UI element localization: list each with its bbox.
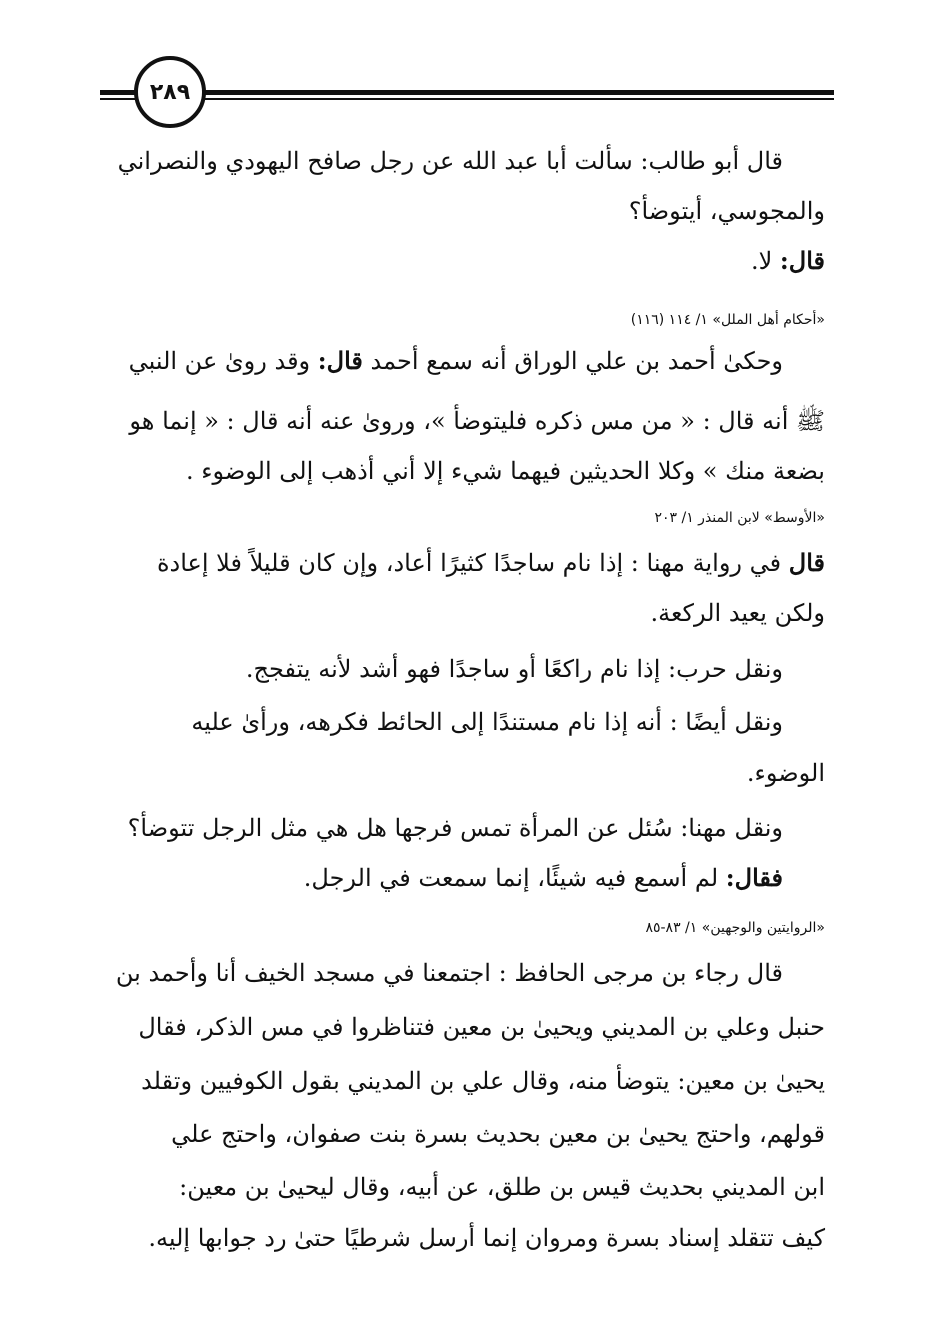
text-line-6: بضعة منك » وكلا الحديثين فيهما شيء إلا أني أذهب إلى الوضوء .: [185, 457, 825, 485]
page-number-badge: [134, 56, 206, 128]
text-span: لا.: [750, 247, 780, 275]
text-line-7: [157, 547, 825, 579]
text-line-16: يحيىٰ بن معين: يتوضأ منه، وقال علي بن المديني بقول الكوفيين وتقلد: [141, 1067, 825, 1095]
text-line-13: [304, 862, 783, 894]
speaker-label: قال: [788, 548, 825, 577]
text-line-14: قال رجاء بن مرجى الحافظ : اجتمعنا في مسجد الخيف أنا وأحمد بن: [115, 959, 783, 987]
text-line-8: ولكن يعيد الركعة.: [650, 599, 825, 627]
text-span: لم أسمع فيه شيئًا، إنما سمعت في الرجل.: [303, 864, 726, 892]
page-number: ٢٨٩: [149, 79, 191, 105]
text-span: وحكىٰ أحمد بن علي الوراق أنه سمع أحمد: [362, 347, 783, 375]
text-line-19: كيف تتقلد إسناد بسرة ومروان إنما أرسل شرطيًا حتىٰ رد جوابها إليه.: [148, 1224, 825, 1252]
speaker-label: فقال:: [725, 863, 783, 892]
text-line-5: ﷺ أنه قال : « من مس ذكره فليتوضأ »، ورویٰ عنه أنه قال : « إنما هو: [129, 407, 825, 435]
citation-2: «الأوسط» لابن المنذر ١/ ٢٠٣: [654, 510, 825, 526]
text-line-12: ونقل مهنا: سُئل عن المرأة تمس فرجها هل هي مثل الرجل تتوضأ؟: [127, 814, 783, 842]
text-line-15: حنبل وعلي بن المديني ويحيىٰ بن معين فتناظروا في مس الذكر، فقال: [138, 1013, 825, 1041]
text-span: وقد رویٰ عن النبي: [128, 347, 318, 375]
speaker-label: قال:: [779, 246, 825, 275]
text-span: في رواية مهنا : إذا نام ساجدًا كثيرًا أعاد، وإن كان قليلاً فلا إعادة: [156, 549, 789, 577]
text-line-17: قولهم، واحتج يحيىٰ بن معين بحديث بسرة بنت صفوان، واحتج علي: [171, 1120, 825, 1148]
text-line-3: [751, 245, 825, 277]
header-rule-right-thin: [204, 98, 834, 100]
text-line-10: ونقل أيضًا : أنه إذا نام مستندًا إلى الحائط فكرهه، ورأیٰ عليه: [191, 708, 783, 736]
citation-1: «أحكام أهل الملل» ١/ ١١٤ (١١٦): [630, 312, 825, 328]
speaker-label: قال:: [317, 346, 363, 375]
header-rule-right: [204, 90, 834, 95]
text-line-4: [129, 345, 783, 377]
text-line-1: قال أبو طالب: سألت أبا عبد الله عن رجل صافح اليهودي والنصراني: [117, 147, 783, 175]
text-line-9: ونقل حرب: إذا نام راكعًا أو ساجدًا فهو أشد لأنه يتفجج.: [245, 655, 783, 683]
text-line-11: الوضوء.: [746, 759, 825, 787]
text-line-2: والمجوسي، أيتوضأ؟: [628, 197, 825, 225]
citation-3: «الروايتين والوجهين» ١/ ٨٣-٨٥: [645, 920, 825, 936]
text-line-18: ابن المديني بحديث قيس بن طلق، عن أبيه، وقال ليحيىٰ بن معين:: [179, 1173, 825, 1201]
